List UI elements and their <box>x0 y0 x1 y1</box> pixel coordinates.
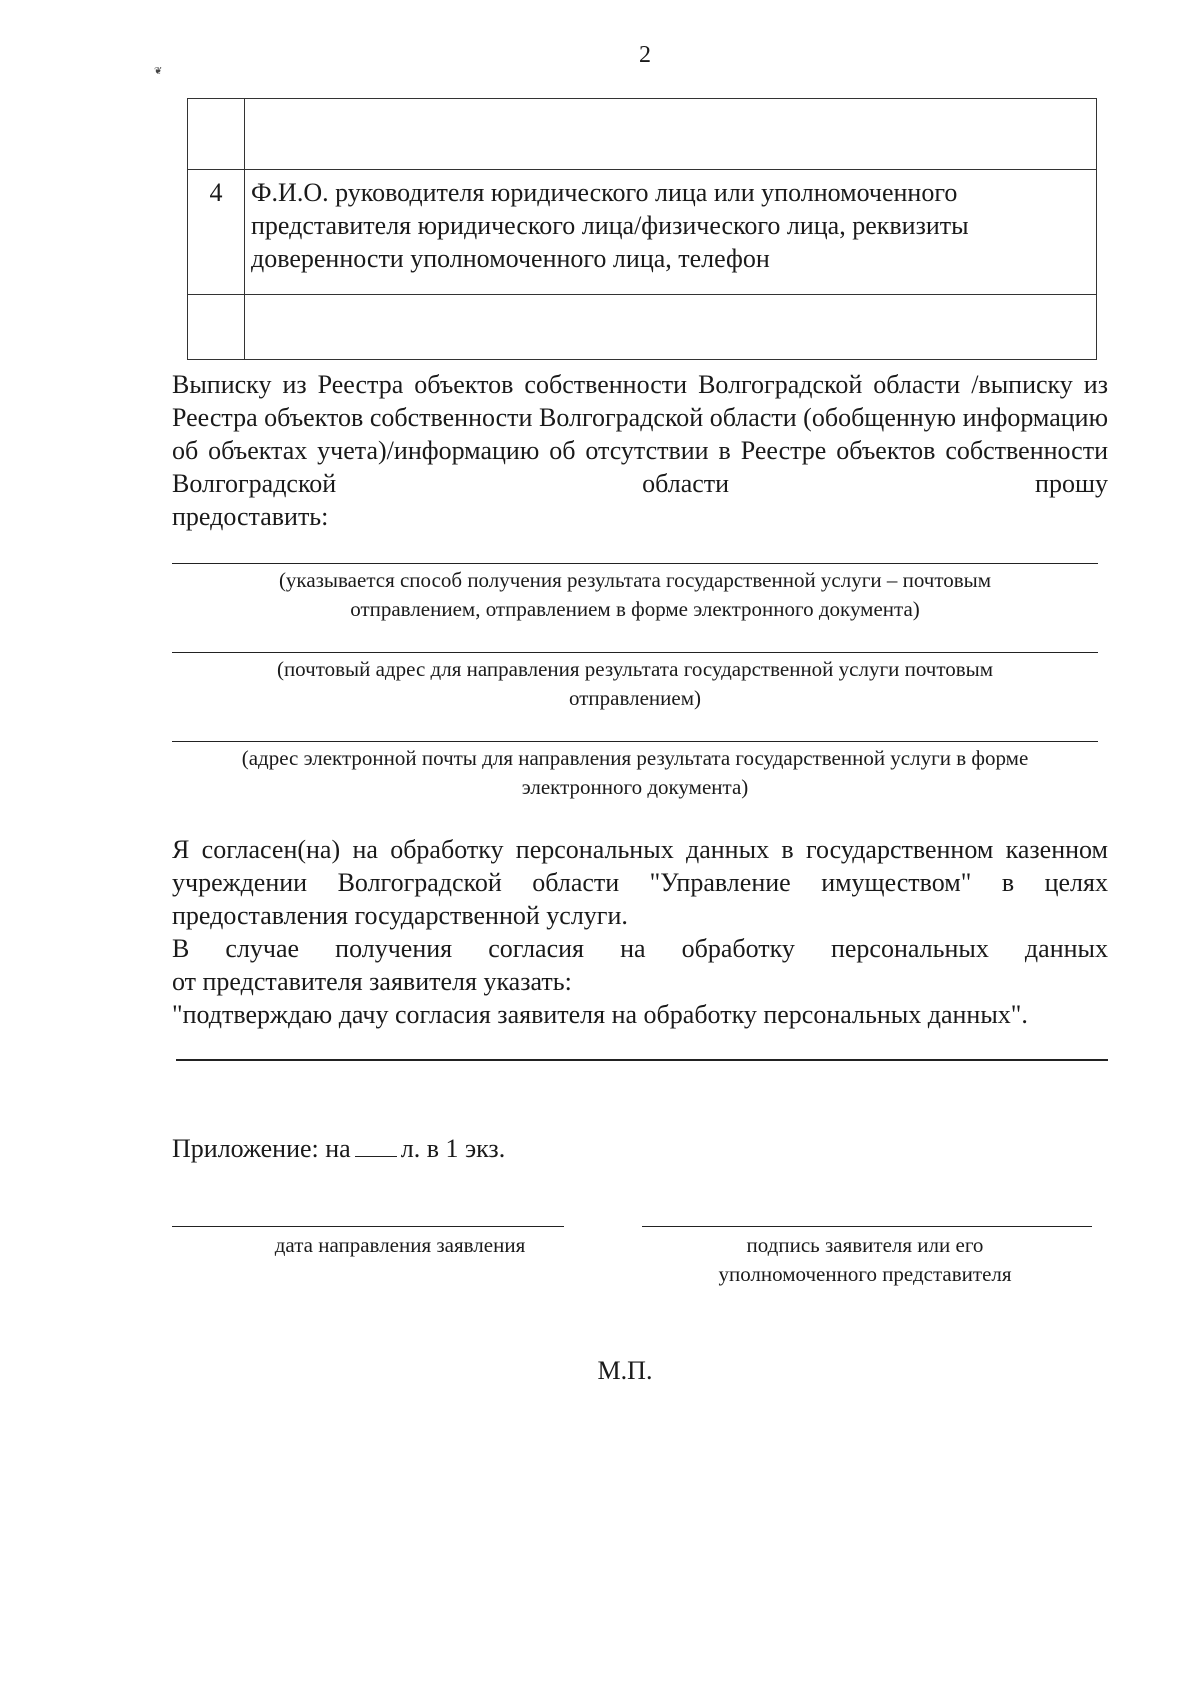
attachment-line <box>172 1134 505 1164</box>
date-field[interactable] <box>172 1226 564 1227</box>
request-paragraph-end: предоставить: <box>172 502 329 531</box>
caption-line: уполномоченного представителя <box>718 1262 1012 1286</box>
table-cell-number <box>188 295 245 360</box>
table-cell-value[interactable] <box>245 295 1097 360</box>
caption-line: подпись заявителя или его <box>746 1233 984 1257</box>
scan-artifact-icon: ❦ <box>154 66 163 77</box>
page-number: 2 <box>639 42 651 68</box>
delivery-method-caption <box>172 566 1098 624</box>
signature-field[interactable] <box>642 1226 1092 1227</box>
table-cell-number: 4 <box>188 170 245 295</box>
table-cell-number <box>188 99 245 170</box>
representative-note: В случае получения согласия на обработку персональных данных <box>172 934 1108 963</box>
request-paragraph: Выписку из Реестра объектов собственности Волгоградской области /выписку из Реестра объектов собственности Волгоградской области (обобщенную информацию об объектах учета)/информацию об отсутствии в Реестре объектов собственности Волгоградской области прошу <box>172 370 1108 498</box>
date-caption: дата направления заявления <box>274 1233 526 1257</box>
stamp-label: М.П. <box>597 1356 653 1385</box>
caption-line: (адрес электронной почты для направления результата государственной услуги в форме <box>241 746 1029 770</box>
applicant-info-table <box>187 98 1097 360</box>
consent-paragraph: Я согласен(на) на обработку персональных данных в государственном казенном учреждении Волгоградской области "Управление имуществом" в целях предоставления государственной услуги. <box>172 835 1108 930</box>
table-row <box>188 170 1097 295</box>
signature-caption <box>640 1231 1090 1289</box>
caption-line: электронного документа) <box>521 775 749 799</box>
representative-note-line2: от представителя заявителя указать: <box>172 967 572 996</box>
postal-address-caption <box>172 655 1098 713</box>
consent-field[interactable] <box>176 1059 1108 1061</box>
caption-line: отправлением, отправлением в форме электронного документа) <box>350 597 920 621</box>
delivery-method-field[interactable] <box>172 563 1098 564</box>
consent-quote: "подтверждаю дачу согласия заявителя на обработку персональных данных". <box>172 1000 1028 1029</box>
table-cell-value[interactable] <box>245 99 1097 170</box>
attachment-suffix: л. в 1 экз. <box>400 1134 506 1163</box>
table-row <box>188 295 1097 360</box>
attachment-pages-field[interactable] <box>355 1134 397 1157</box>
attachment-prefix: Приложение: на <box>172 1134 351 1163</box>
postal-address-field[interactable] <box>172 652 1098 653</box>
caption-line: отправлением) <box>569 686 701 710</box>
email-address-field[interactable] <box>172 741 1098 742</box>
table-row <box>188 99 1097 170</box>
email-address-caption <box>172 744 1098 802</box>
caption-line: (указывается способ получения результата государственной услуги – почтовым <box>278 568 992 592</box>
caption-line: (почтовый адрес для направления результата государственной услуги почтовым <box>276 657 994 681</box>
table-cell-label: Ф.И.О. руководителя юридического лица или уполномоченного представителя юридического лица/физического лица, реквизиты доверенности уполномоченного лица, телефон <box>245 170 1097 295</box>
